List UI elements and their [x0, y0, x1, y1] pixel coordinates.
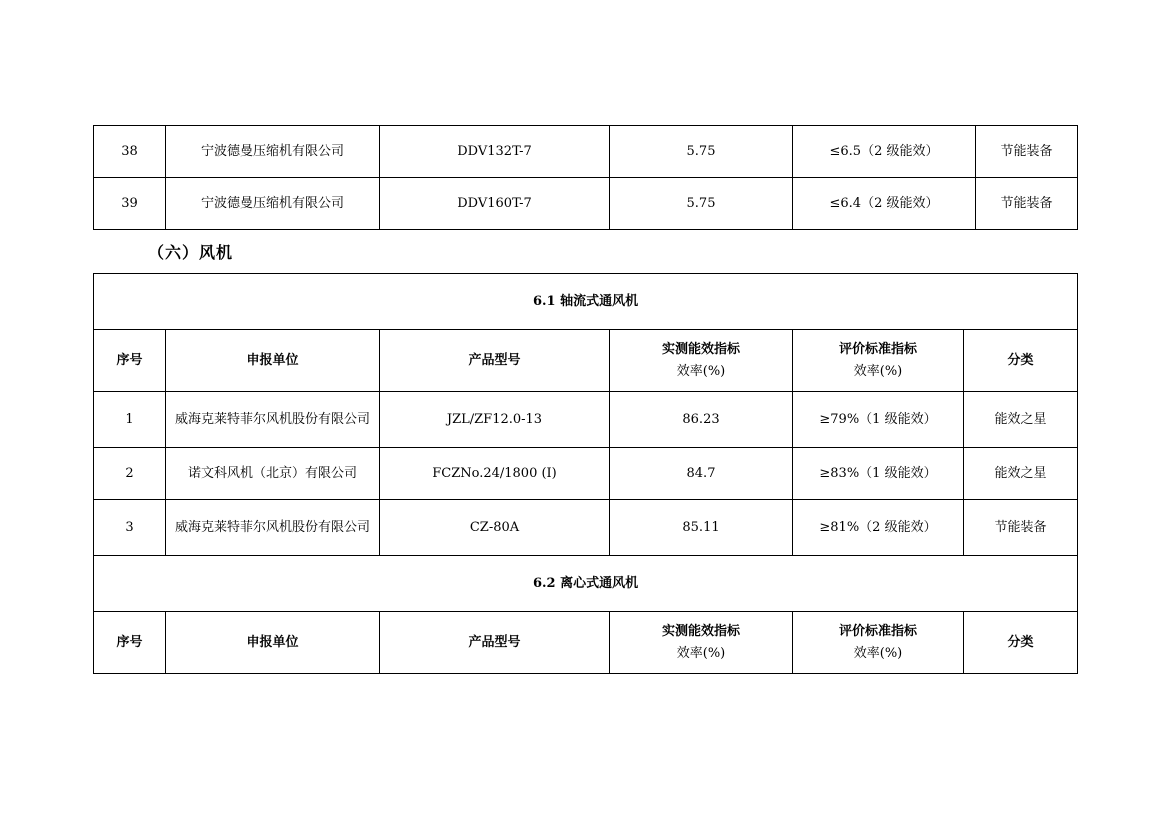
model-cell: CZ-80A: [380, 500, 610, 556]
table-row: [94, 392, 1078, 448]
company-cell: 宁波德曼压缩机有限公司: [166, 178, 380, 230]
header-measured-unit: 效率(%): [676, 645, 726, 661]
measured-cell: 85.11: [610, 500, 793, 556]
header-standard-unit: 效率(%): [853, 645, 903, 661]
table-row: [94, 500, 1078, 556]
row-number: 38: [94, 126, 166, 178]
header-category: 分类: [964, 612, 1078, 674]
header-company: 申报单位: [166, 612, 380, 674]
standard-cell: ≥81%（2 级能效）: [793, 500, 964, 556]
category-cell: 节能装备: [976, 126, 1078, 178]
header-model: 产品型号: [380, 612, 610, 674]
header-standard-unit: 效率(%): [853, 363, 903, 379]
header-standard: [793, 330, 964, 392]
header-measured: [610, 330, 793, 392]
header-measured-label: 实测能效指标: [661, 623, 740, 639]
subsection-row: [94, 556, 1078, 612]
subsection-title: 6.1 轴流式通风机: [94, 274, 1078, 330]
header-no: 序号: [94, 612, 166, 674]
row-number: 1: [94, 392, 166, 448]
company-cell: 诺文科风机（北京）有限公司: [166, 448, 380, 500]
subsection-title: 6.2 离心式通风机: [94, 556, 1078, 612]
fan-table: [93, 273, 1078, 674]
measured-cell: 5.75: [610, 178, 793, 230]
standard-cell: ≤6.4（2 级能效）: [793, 178, 976, 230]
model-cell: JZL/ZF12.0-13: [380, 392, 610, 448]
subsection-row: [94, 274, 1078, 330]
standard-cell: ≤6.5（2 级能效）: [793, 126, 976, 178]
table-row: [94, 126, 1078, 178]
table-row: [94, 448, 1078, 500]
header-standard: [793, 612, 964, 674]
header-standard-label: 评价标准指标: [838, 623, 917, 639]
row-number: 2: [94, 448, 166, 500]
model-cell: FCZNo.24/1800 (I): [380, 448, 610, 500]
model-cell: DDV160T-7: [380, 178, 610, 230]
compressor-table: [93, 125, 1078, 230]
row-number: 39: [94, 178, 166, 230]
company-cell: 威海克莱特菲尔风机股份有限公司: [166, 392, 380, 448]
model-cell: DDV132T-7: [380, 126, 610, 178]
row-number: 3: [94, 500, 166, 556]
category-cell: 能效之星: [964, 392, 1078, 448]
table-row: [94, 178, 1078, 230]
header-measured-label: 实测能效指标: [661, 341, 740, 357]
standard-cell: ≥79%（1 级能效）: [793, 392, 964, 448]
category-cell: 节能装备: [964, 500, 1078, 556]
header-no: 序号: [94, 330, 166, 392]
measured-cell: 5.75: [610, 126, 793, 178]
header-category: 分类: [964, 330, 1078, 392]
header-row: [94, 330, 1078, 392]
company-cell: 威海克莱特菲尔风机股份有限公司: [166, 500, 380, 556]
company-cell: 宁波德曼压缩机有限公司: [166, 126, 380, 178]
header-standard-label: 评价标准指标: [838, 341, 917, 357]
header-model: 产品型号: [380, 330, 610, 392]
standard-cell: ≥83%（1 级能效）: [793, 448, 964, 500]
measured-cell: 84.7: [610, 448, 793, 500]
category-cell: 能效之星: [964, 448, 1078, 500]
header-row: [94, 612, 1078, 674]
header-measured-unit: 效率(%): [676, 363, 726, 379]
measured-cell: 86.23: [610, 392, 793, 448]
header-measured: [610, 612, 793, 674]
header-company: 申报单位: [166, 330, 380, 392]
category-cell: 节能装备: [976, 178, 1078, 230]
section-title: （六）风机: [148, 243, 234, 262]
